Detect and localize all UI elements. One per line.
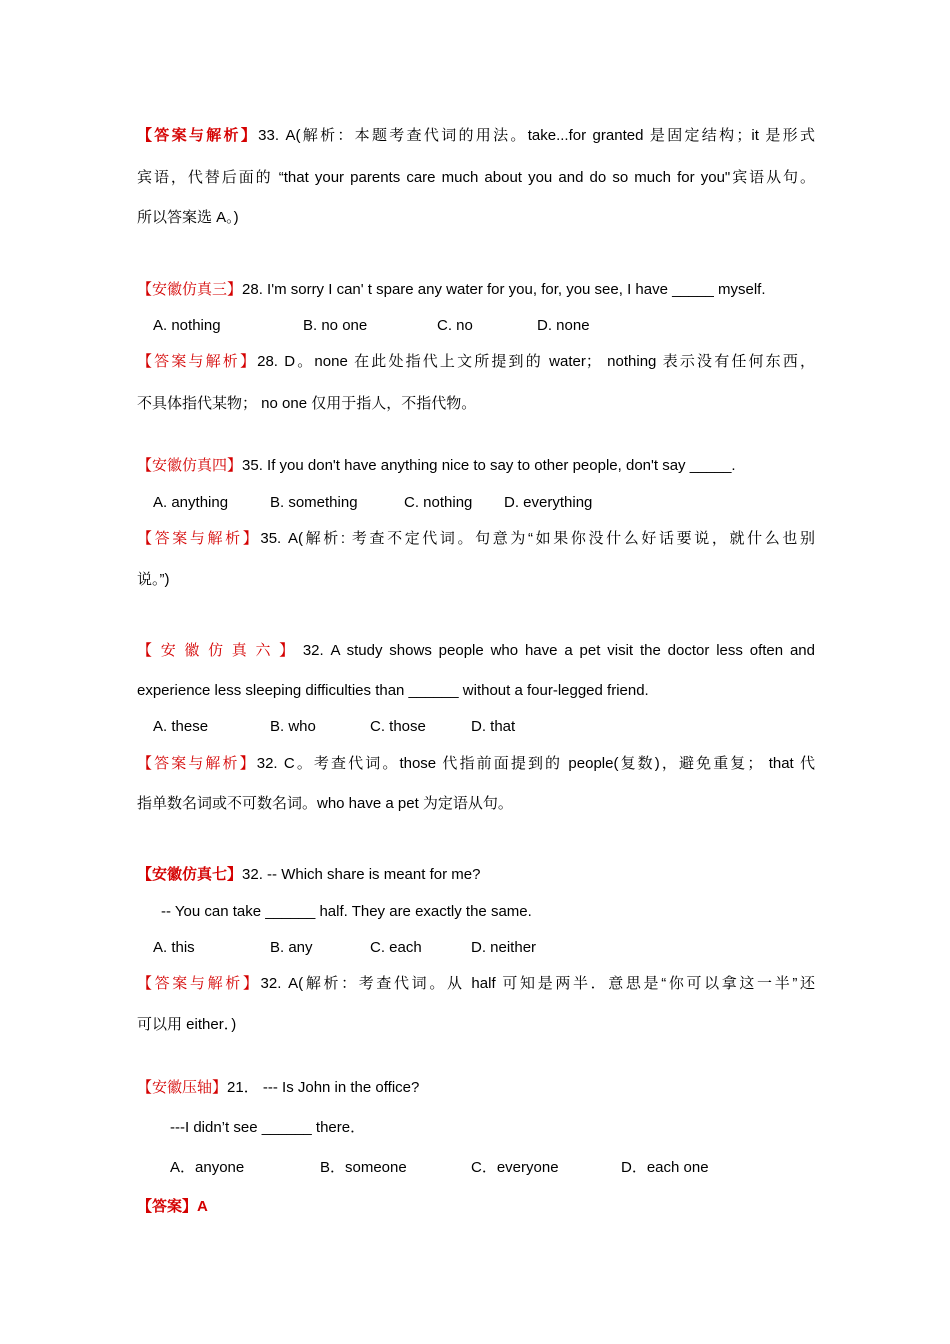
answer-text: 28. D。none 在此处指代上文所提到的 water； nothing 表示没有任何东西， bbox=[257, 353, 815, 370]
answer-33-line-2: 宾语，代替后面的 “that your parents care much about you and do so much for you"宾语从句。 bbox=[137, 169, 815, 186]
answer-tag: 【答案与解析】 bbox=[137, 353, 258, 370]
answer-tag: 【答案与解析】 bbox=[137, 530, 261, 547]
option-d: D. that bbox=[471, 718, 516, 735]
question-32-a bbox=[137, 641, 815, 661]
option-d: D. neither bbox=[471, 939, 537, 956]
option-a: A．anyone bbox=[170, 1159, 245, 1176]
question-35 bbox=[137, 456, 815, 476]
option-c: C．everyone bbox=[471, 1159, 559, 1176]
question-text: 32. A study shows people who have a pet visit the doctor less often and bbox=[302, 642, 815, 659]
answer-text: 33. A(解析：本题考查代词的用法。take...for granted 是固定结构；it 是形式 bbox=[258, 127, 815, 144]
answer-33-line-1 bbox=[137, 126, 815, 146]
question-32-a-line-2: experience less sleeping difficulties than ______ without a four-legged friend. bbox=[137, 682, 649, 699]
answer-text: 32. A(解析：考查代词。从 half 可知是两半．意思是“你可以拿这一半”还 bbox=[260, 975, 815, 992]
option-b: B．someone bbox=[320, 1159, 407, 1176]
answer-32-b-line-1 bbox=[137, 974, 815, 994]
question-32-b-line-2: -- You can take ______ half. They are exactly the same. bbox=[161, 903, 532, 920]
option-b: B. something bbox=[270, 494, 358, 511]
question-21 bbox=[137, 1078, 815, 1098]
answer-tag: 【答案与解析】 bbox=[137, 975, 261, 992]
answer-32-b-line-2: 可以用 either．) bbox=[137, 1016, 237, 1033]
option-a: A. these bbox=[153, 718, 209, 735]
answer-32-a-line-1 bbox=[137, 754, 815, 774]
question-text: 21． --- Is John in the office? bbox=[227, 1079, 420, 1096]
option-a: A. this bbox=[153, 939, 195, 956]
option-b: B. any bbox=[270, 939, 313, 956]
answer-28-line-2: 不具体指代某物； no one 仅用于指人，不指代物。 bbox=[137, 395, 477, 412]
answer-21: 【答案】A bbox=[137, 1198, 208, 1215]
question-32-b bbox=[137, 865, 815, 885]
option-c: C. those bbox=[370, 718, 426, 735]
question-text: 28. I'm sorry I can' t spare any water for you, for, you see, I have _____ myself. bbox=[242, 281, 766, 298]
answer-text: 35. A(解析: 考查不定代词。句意为“如果你没什么好话要说，就什么也别 bbox=[260, 530, 815, 547]
option-a: A. nothing bbox=[153, 317, 221, 334]
section-tag: 【安徽仿真六】 bbox=[137, 642, 303, 659]
section-tag: 【安徽仿真三】 bbox=[137, 281, 243, 298]
option-d: D. none bbox=[537, 317, 590, 334]
answer-35-line-2: 说。”) bbox=[137, 571, 170, 588]
option-c: C. nothing bbox=[404, 494, 473, 511]
answer-32-a-line-2: 指单数名词或不可数名词。who have a pet 为定语从句。 bbox=[137, 795, 513, 812]
option-c: C. no bbox=[437, 317, 473, 334]
answer-text: 32. C。考查代词。those 代指前面提到的 people(复数)，避免重复； that 代 bbox=[256, 755, 815, 772]
section-tag: 【安徽压轴】 bbox=[137, 1079, 228, 1096]
question-text: 32. -- Which share is meant for me? bbox=[242, 866, 481, 883]
section-tag: 【安徽仿真七】 bbox=[137, 866, 243, 883]
option-c: C. each bbox=[370, 939, 422, 956]
answer-28-line-1 bbox=[137, 352, 815, 372]
option-b: B. no one bbox=[303, 317, 368, 334]
question-21-line-2: ---I didn’t see ______ there． bbox=[170, 1119, 366, 1136]
option-b: B. who bbox=[270, 718, 316, 735]
answer-tag: 【答案与解析】 bbox=[137, 755, 257, 772]
question-28 bbox=[137, 280, 815, 300]
option-d: D. everything bbox=[504, 494, 593, 511]
answer-tag: 【答案与解析】 bbox=[137, 127, 259, 144]
section-tag: 【安徽仿真四】 bbox=[137, 457, 243, 474]
answer-35-line-1 bbox=[137, 529, 815, 549]
question-text: 35. If you don't have anything nice to say to other people, don't say _____. bbox=[242, 457, 736, 474]
answer-33-line-3: 所以答案选 A。) bbox=[137, 209, 239, 226]
option-a: A. anything bbox=[153, 494, 229, 511]
option-d: D．each one bbox=[621, 1159, 709, 1176]
